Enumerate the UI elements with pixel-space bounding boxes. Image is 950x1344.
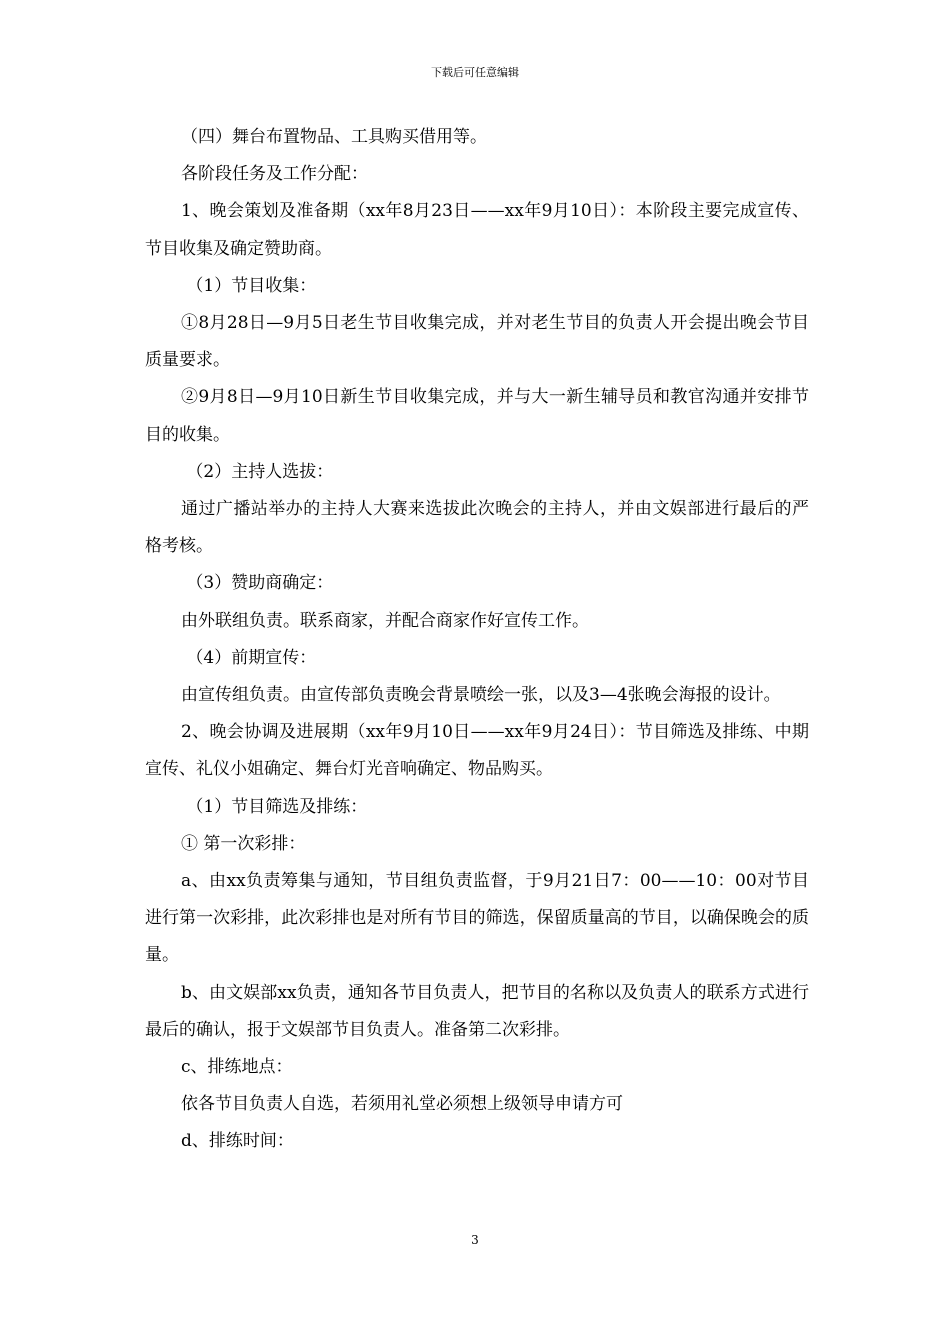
paragraph: （1）节目收集： — [181, 275, 317, 296]
paragraph: 由宣传组负责。由宣传部负责晚会背景喷绘一张，以及3—4张晚会海报的设计。 — [181, 685, 781, 706]
paragraph: 由外联组负责。联系商家，并配合商家作好宣传工作。 — [181, 610, 589, 631]
paragraph: 各阶段任务及工作分配： — [181, 164, 368, 185]
paragraph: 通过广播站举办的主持人大赛来选拔此次晚会的主持人，并由文娱部进行最后的严格考核。 — [145, 499, 809, 557]
paragraph: 依各节目负责人自选，若须用礼堂必须想上级领导申请方可 — [181, 1094, 623, 1115]
paragraph: d、排练时间： — [181, 1131, 294, 1152]
paragraph: ②9月8日—9月10日新生节目收集完成，并与大一新生辅导员和教官沟通并安排节目的收集。 — [145, 387, 809, 445]
paragraph: ①8月28日—9月5日老生节目收集完成，并对老生节目的负责人开会提出晚会节目质量要求。 — [145, 313, 809, 371]
paragraph: b、由文娱部xx负责，通知各节目负责人，把节目的名称以及负责人的联系方式进行最后的确认，报于文娱部节目负责人。准备第二次彩排。 — [145, 982, 809, 1040]
paragraph: c、排练地点： — [181, 1057, 293, 1078]
paragraph: （四）舞台布置物品、工具购买借用等。 — [181, 127, 487, 147]
paragraph: ① 第一次彩排： — [181, 833, 306, 854]
paragraph: （1）节目筛选及排练： — [181, 796, 368, 817]
page-number: 3 — [471, 1233, 479, 1247]
paragraph: （4）前期宣传： — [181, 647, 317, 668]
paragraph: 2、晚会协调及进展期（xx年9月10日——xx年9月24日）：节目筛选及排练、中期宣传、礼仪小姐确定、舞台灯光音响确定、物品购买。 — [145, 722, 809, 780]
paragraph: a、由xx负责筹集与通知，节目组负责监督，于9月21日7：00——10：00对节目进行第一次彩排，此次彩排也是对所有节目的筛选，保留质量高的节目，以确保晚会的质量。 — [145, 871, 809, 966]
document-body — [145, 119, 809, 1161]
paragraph: （3）赞助商确定： — [181, 573, 334, 594]
paragraph: 1、晚会策划及准备期（xx年8月23日——xx年9月10日）：本阶段主要完成宣传、节目收集及确定赞助商。 — [145, 201, 809, 259]
paragraph: （2）主持人选拔： — [181, 461, 334, 482]
page-header: 下载后可任意编辑 — [431, 66, 519, 79]
